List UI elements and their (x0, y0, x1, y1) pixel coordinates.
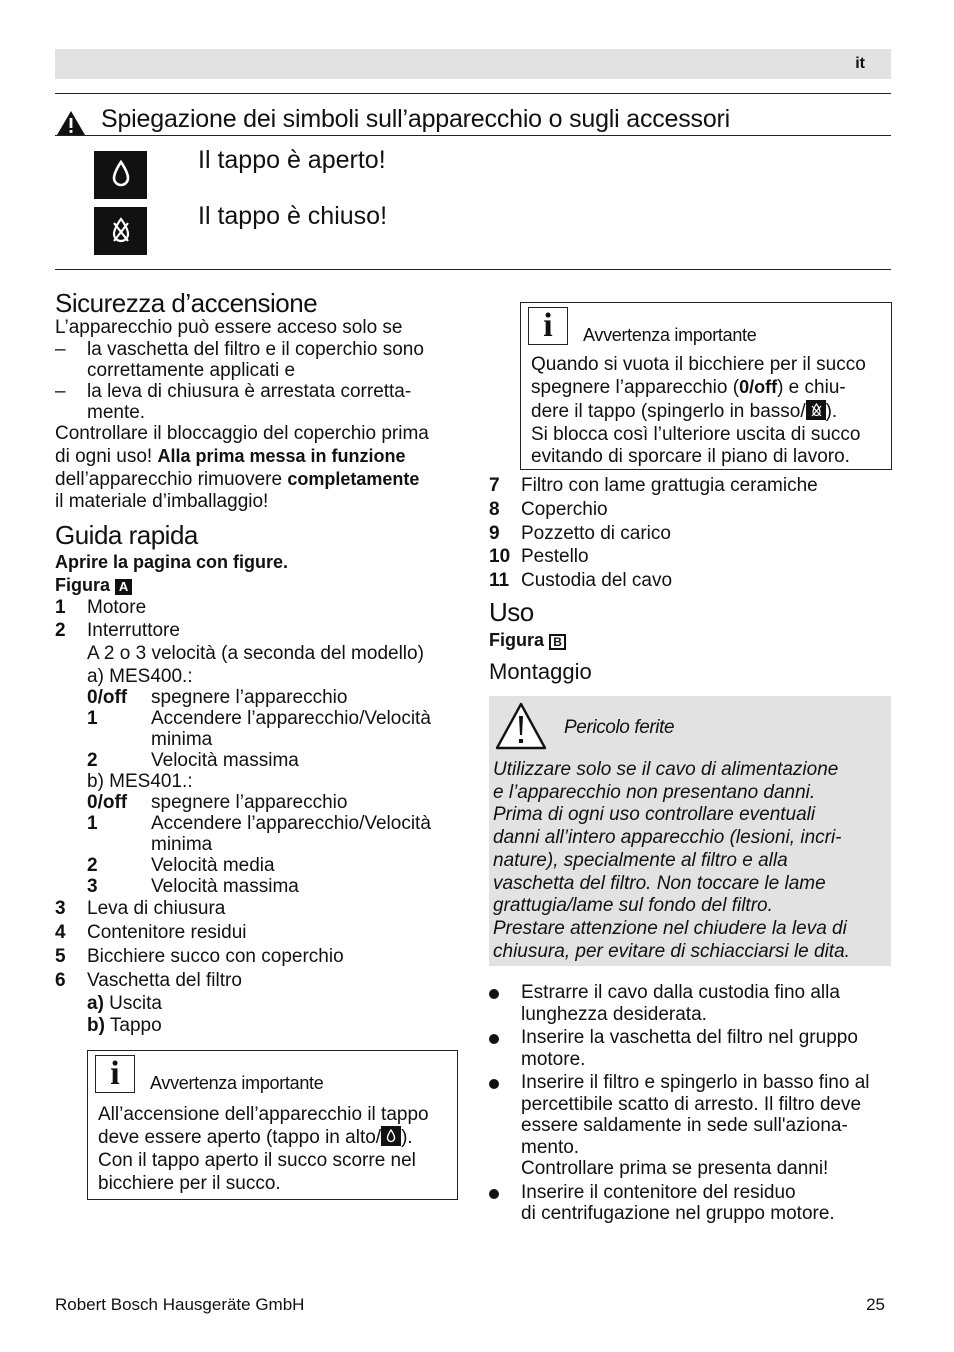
list-item: 4 Contenitore residui (55, 921, 247, 943)
sub-item: a) Uscita (87, 992, 162, 1014)
switch-row: 0/off spegnere l’apparecchio (87, 686, 348, 708)
figure-a-badge: A (115, 579, 132, 595)
list-item: 9 Pozzetto di carico (489, 522, 671, 544)
switch-row: 2 Velocità media (87, 854, 275, 876)
info-icon: i (528, 307, 568, 345)
list-item: 7 Filtro con lame grattugia ceramiche (489, 475, 818, 496)
list-item: 1 Motore (55, 597, 147, 618)
note-title: Avvertenza importante (150, 1073, 324, 1093)
list-item: 10 Pestello (489, 546, 589, 568)
figure-label: Figura (55, 575, 111, 595)
note-title: Avvertenza importante (583, 325, 757, 345)
warning-triangle-icon (56, 110, 86, 136)
step-item: Inserire il filtro e spingerlo in basso fino al percettibile scatto di arresto. Il filtro deve essere saldamente in sede sull'aziona- mento. Controllare prima se presenta danni! (489, 1072, 891, 1180)
sub-item: b) Tappo (87, 1014, 162, 1036)
step-item: Inserire la vaschetta del filtro nel gruppo motore. (489, 1027, 891, 1070)
danger-title: Pericolo ferite (564, 717, 675, 738)
list-item: 8 Coperchio (489, 498, 608, 520)
footer-company: Robert Bosch Hausgeräte GmbH (55, 1295, 305, 1314)
lid-closed-text: Il tappo è chiuso! (198, 202, 388, 230)
drop-icon (111, 160, 131, 188)
language-bar (55, 49, 891, 79)
page-number: 25 (866, 1295, 885, 1314)
warning-triangle-icon (495, 702, 547, 750)
model-a: a) MES400.: (87, 665, 193, 687)
lid-closed-symbol (94, 207, 147, 255)
danger-text: Utilizzare solo se il cavo di alimentazione e l’apparecchio non presentano danni. Prima di ogni uso controllare eventuali danni all’intero apparecchio (lesioni, incri- nature), specialmente al filtro e alla vaschetta del filtro. Non toccare le lame grattugia/lame sul fondo del filtro. Prestare attenzione nel chiudere la leva di chiusura, per evitare di schiacciarsi le dita. (493, 759, 850, 962)
switch-row: 2 Velocità massima (87, 749, 299, 771)
important-note: i Avvertenza importante Quando si vuota il bicchiere per il succo spegnere l’apparecchio (0/off) e chiu- dere il tappo (spingerlo in basso/ ). Si blocca così l’ulteriore uscita di succo evitando di sporcare il piano di lavoro. (520, 302, 892, 470)
switch-row: 1 Accendere l’apparecchio/Velocità minima (87, 707, 431, 750)
safety-title: Sicurezza d’accensione (55, 288, 318, 318)
model-b: b) MES401.: (87, 770, 193, 792)
assembly-title: Montaggio (489, 659, 592, 684)
safety-intro: L’apparecchio può essere acceso solo se (55, 317, 403, 338)
quick-guide-section (55, 520, 455, 1037)
divider (55, 269, 891, 270)
danger-warning (489, 696, 891, 966)
quick-guide-title: Guida rapida (55, 520, 198, 550)
step-item: Estrarre il cavo dalla custodia fino alla lunghezza desiderata. (489, 982, 891, 1025)
safety-section: Sicurezza d’accensione L’apparecchio può essere acceso solo se – la vaschetta del filtro e il coperchio sono correttamente applicati e – la leva di chiusura è arrestata corretta- mente. Controllare il bloccaggio del coperchio prima di ogni uso! Alla prima messa in funzione dell’apparecchio rimuovere completamente il materiale d’imballaggio! (55, 288, 455, 513)
drop-crossed-icon (806, 400, 826, 420)
switch-row: 0/off spegnere l’apparecchio (87, 791, 348, 813)
list-item: 2 Interruttore (55, 620, 180, 642)
list-item: 3 Leva di chiusura (55, 897, 226, 919)
figure-b-badge: B (549, 634, 566, 650)
parts-list-continued (489, 474, 889, 593)
symbols-title: Spiegazione dei simboli sull’apparecchio o sugli accessori (101, 105, 731, 133)
divider (55, 135, 891, 136)
use-title: Uso (489, 597, 534, 627)
safety-condition: – la vaschetta del filtro e il coperchio sono correttamente applicati e (55, 339, 424, 381)
open-page-note: Aprire la pagina con figure. (55, 552, 289, 572)
lid-open-text: Il tappo è aperto! (198, 146, 386, 174)
safety-condition: – la leva di chiusura è arrestata corretta- mente. (55, 381, 412, 423)
drop-crossed-icon (110, 216, 132, 244)
lid-open-symbol (94, 151, 147, 199)
switch-row: 3 Velocità massima (87, 875, 299, 897)
language-label: it (855, 55, 865, 72)
step-item: Inserire il contenitore del residuo di centrifugazione nel gruppo motore. (489, 1182, 891, 1225)
divider (55, 93, 891, 94)
figure-label: Figura (489, 630, 545, 650)
list-item: 5 Bicchiere succo con coperchio (55, 945, 344, 967)
important-note: i Avvertenza importante All’accensione dell’apparecchio il tappo deve essere aperto (tappo in alto/ ). Con il tappo aperto il succo scorre nel bicchiere per il succo. (87, 1050, 458, 1200)
list-item: 6 Vaschetta del filtro (55, 969, 242, 991)
speeds-intro: A 2 o 3 velocità (a seconda del modello) (87, 643, 424, 665)
safety-check: Controllare il bloccaggio del coperchio prima (55, 423, 429, 444)
list-item: 11 Custodia del cavo (489, 570, 673, 592)
assembly-steps (489, 982, 891, 1225)
switch-row: 1 Accendere l’apparecchio/Velocità minima (87, 812, 431, 855)
info-icon: i (95, 1055, 135, 1093)
drop-icon (381, 1126, 401, 1146)
use-section (489, 597, 889, 685)
